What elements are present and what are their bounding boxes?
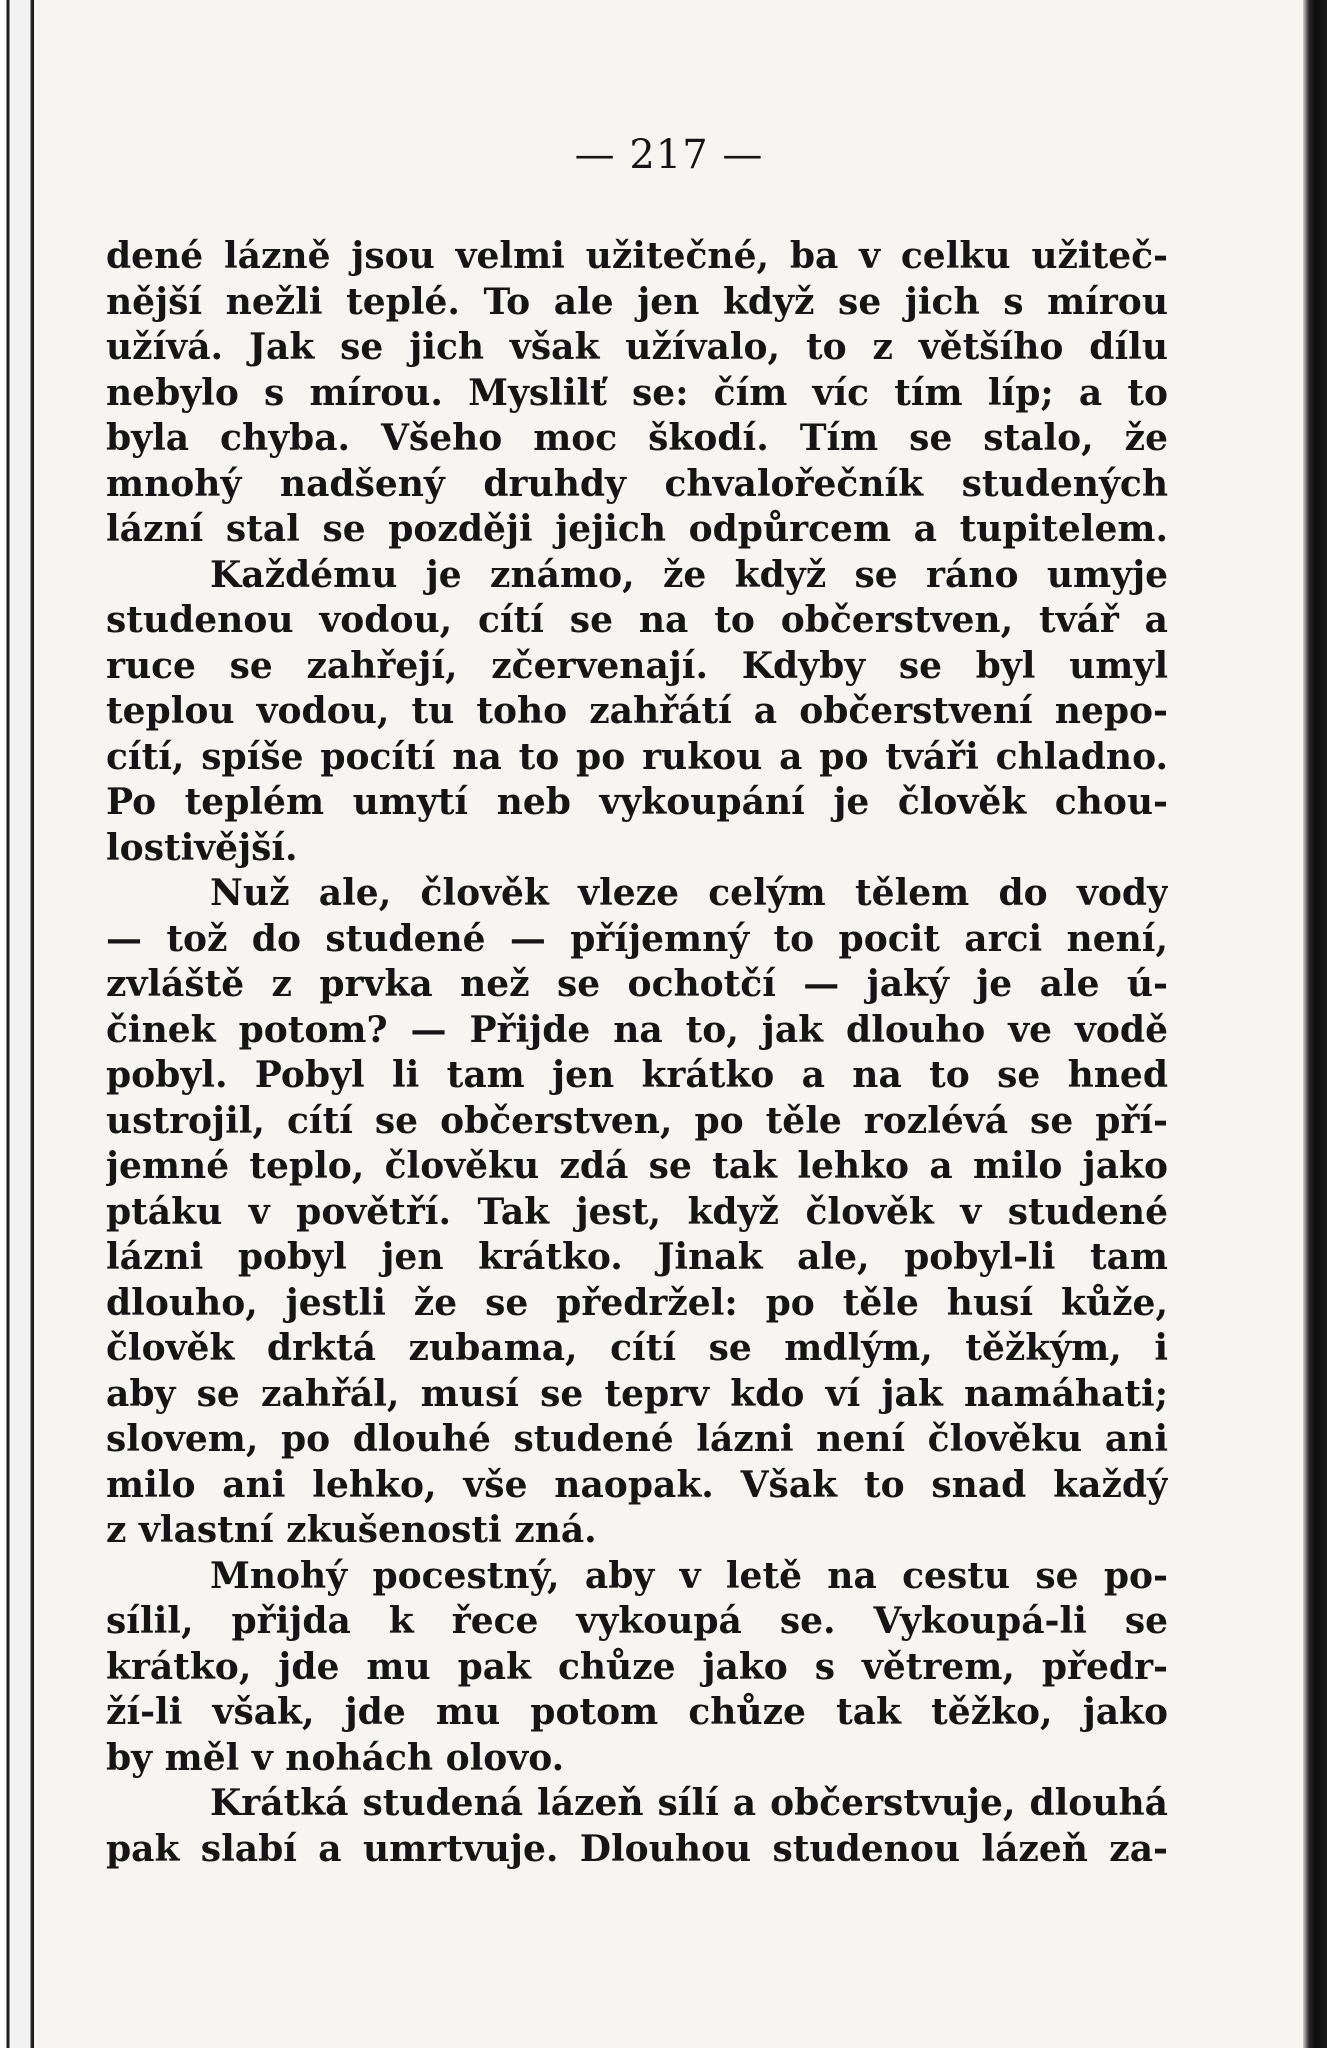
text-line: — tož do studené — příjemný to pocit arci není, bbox=[106, 917, 1168, 960]
text-line: pobyl. Pobyl li tam jen krátko a na to se hned bbox=[106, 1054, 1168, 1096]
paragraph-first-line: Krátká studená lázeň sílí a občerstvuje, dlouhá bbox=[210, 1782, 1168, 1824]
text-line: lázní stal se později jejich odpůrcem a tupitelem. bbox=[106, 508, 1168, 550]
text-line: Po teplém umytí neb vykoupání je člověk chou- bbox=[106, 781, 1168, 823]
text-line: milo ani lehko, vše naopak. Však to snad každý bbox=[106, 1463, 1168, 1506]
page-number: — 217 — bbox=[574, 132, 764, 178]
text-line: činek potom? — Přijde na to, jak dlouho ve vodě bbox=[106, 1008, 1168, 1051]
text-line: ptáku v povětří. Tak jest, když člověk v studené bbox=[106, 1190, 1168, 1233]
book-page-right-edge bbox=[1303, 0, 1327, 2048]
text-line: slovem, po dlouhé studené lázni není člověku ani bbox=[106, 1418, 1168, 1460]
text-line: mnohý nadšený druhdy chvalořečník studených bbox=[106, 462, 1168, 505]
text-line: ruce se zahřejí, zčervenají. Kdyby se byl umyl bbox=[106, 644, 1168, 687]
body-text bbox=[106, 234, 1168, 1872]
text-line: pak slabí a umrtvuje. Dlouhou studenou lázeň za- bbox=[106, 1827, 1168, 1870]
paragraph-first-line: Každému je známo, že když se ráno umyje bbox=[210, 553, 1168, 596]
text-line: člověk drktá zubama, cítí se mdlým, těžkým, i bbox=[106, 1327, 1168, 1369]
text-line: lázni pobyl jen krátko. Jinak ale, pobyl-li tam bbox=[106, 1236, 1168, 1278]
text-line: nější nežli teplé. To ale jen když se jich s mírou bbox=[106, 280, 1168, 323]
text-line: ží-li však, jde mu potom chůze tak těžko, jako bbox=[106, 1691, 1168, 1733]
text-line: sílil, přijda k řece vykoupá se. Vykoupá-li se bbox=[106, 1600, 1168, 1642]
text-line: dlouho, jestli že se předržel: po těle husí kůže, bbox=[106, 1281, 1168, 1324]
book-page bbox=[34, 0, 1304, 2048]
book-spine-left-edge bbox=[0, 0, 34, 2048]
text-line: ustrojil, cítí se občerstven, po těle rozlévá se pří- bbox=[106, 1099, 1168, 1142]
text-line: aby se zahřál, musí se teprv kdo ví jak namáhati; bbox=[106, 1372, 1168, 1415]
paragraph-last-line: by měl v nohách olovo. bbox=[106, 1736, 565, 1779]
paragraph-last-line: lostivější. bbox=[106, 826, 298, 869]
text-line: užívá. Jak se jich však užívalo, to z většího dílu bbox=[106, 326, 1168, 368]
text-line: nebylo s mírou. Myslilť se: čím víc tím líp; a to bbox=[106, 371, 1168, 414]
text-line: krátko, jde mu pak chůze jako s větrem, předr- bbox=[106, 1645, 1168, 1688]
text-line: studenou vodou, cítí se na to občerstven, tvář a bbox=[106, 599, 1168, 641]
text-line: zvláště z prvka než se ochotčí — jaký je ale ú- bbox=[106, 963, 1168, 1005]
text-line: dené lázně jsou velmi užitečné, ba v celku užiteč- bbox=[106, 235, 1168, 277]
text-line: jemné teplo, člověku zdá se tak lehko a milo jako bbox=[106, 1145, 1168, 1187]
paragraph-last-line: z vlastní zkušenosti zná. bbox=[106, 1509, 597, 1551]
text-line: cítí, spíše pocítí na to po rukou a po tváři chladno. bbox=[106, 735, 1168, 778]
paragraph-first-line: Nuž ale, člověk vleze celým tělem do vody bbox=[210, 872, 1168, 914]
text-line: byla chyba. Všeho moc škodí. Tím se stalo, že bbox=[106, 417, 1168, 459]
text-line: teplou vodou, tu toho zahřátí a občerstvení nepo- bbox=[106, 690, 1168, 732]
paragraph-first-line: Mnohý pocestný, aby v letě na cestu se po- bbox=[210, 1554, 1168, 1597]
